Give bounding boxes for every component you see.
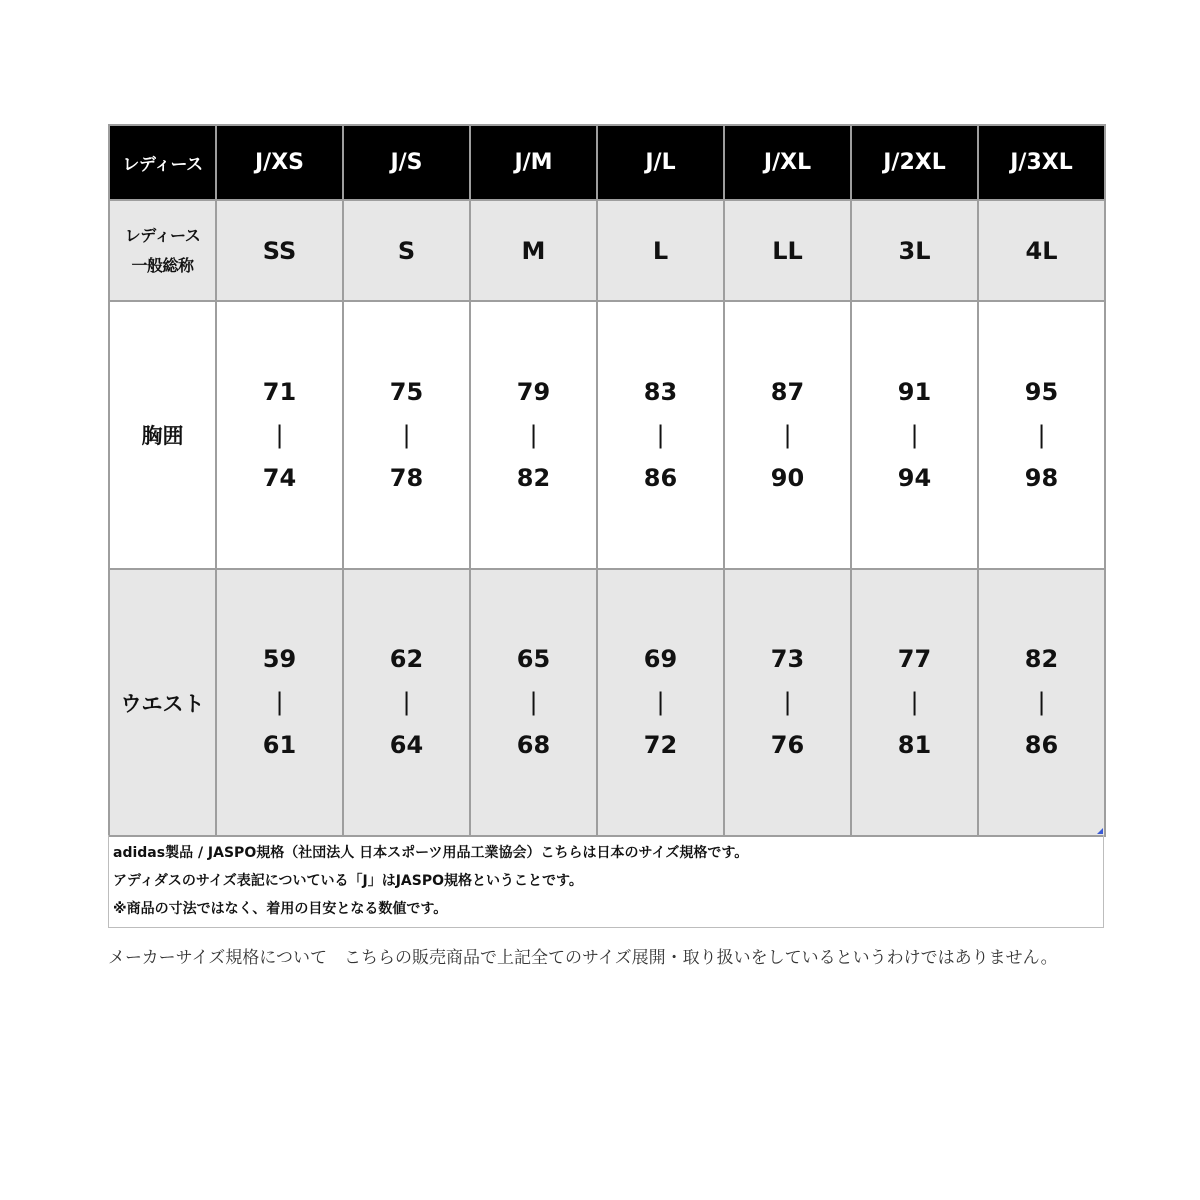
general-size-label-line1: レディース (124, 225, 201, 245)
range-min: 82 (1024, 645, 1059, 673)
range-separator: | (275, 688, 284, 716)
corner-marker (1097, 828, 1103, 834)
range-separator: | (656, 420, 665, 449)
range-separator: | (1037, 420, 1046, 449)
range-max: 68 (516, 731, 551, 759)
chest-row (109, 301, 1105, 569)
range-separator: | (1037, 688, 1046, 716)
chest-range-cell (470, 301, 597, 569)
header-size-j-xs: J/XS (216, 125, 343, 200)
chest-range-cell (978, 301, 1105, 569)
range-separator: | (910, 688, 919, 716)
chest-range-cell (343, 301, 470, 569)
general-size-ss: SS (216, 200, 343, 301)
general-size-4l: 4L (978, 200, 1105, 301)
range-min: 73 (770, 645, 805, 673)
general-size-3l: 3L (851, 200, 978, 301)
chest-range-cell (724, 301, 851, 569)
range-min: 87 (770, 377, 805, 406)
header-size-j-s: J/S (343, 125, 470, 200)
range-min: 95 (1024, 377, 1059, 406)
range-min: 91 (897, 377, 932, 406)
range-separator: | (275, 420, 284, 449)
range-min: 62 (389, 645, 424, 673)
header-size-j-l: J/L (597, 125, 724, 200)
range-max: 61 (262, 731, 297, 759)
general-size-s: S (343, 200, 470, 301)
range-separator: | (783, 420, 792, 449)
chest-range-cell (851, 301, 978, 569)
general-size-label (109, 200, 216, 301)
header-size-j-xl: J/XL (724, 125, 851, 200)
range-max: 90 (770, 463, 805, 492)
range-separator: | (529, 420, 538, 449)
range-max: 78 (389, 463, 424, 492)
range-min: 59 (262, 645, 297, 673)
waist-range-cell (724, 569, 851, 836)
chest-label: 胸囲 (109, 301, 216, 569)
range-min: 77 (897, 645, 932, 673)
waist-range-cell (978, 569, 1105, 836)
range-separator: | (402, 688, 411, 716)
general-size-ll: LL (724, 200, 851, 301)
waist-range-cell (343, 569, 470, 836)
range-min: 75 (389, 377, 424, 406)
waist-range-cell (216, 569, 343, 836)
range-max: 86 (1024, 731, 1059, 759)
size-availability-note: メーカーサイズ規格について こちらの販売商品で上記全てのサイズ展開・取り扱いをしているというわけではありません。 (108, 948, 1058, 968)
range-max: 86 (643, 463, 678, 492)
general-size-l: L (597, 200, 724, 301)
range-separator: | (529, 688, 538, 716)
range-max: 76 (770, 731, 805, 759)
waist-range-cell (851, 569, 978, 836)
chest-range-cell (216, 301, 343, 569)
general-size-label-line2: 一般総称 (131, 255, 194, 275)
size-notes-box (108, 835, 1104, 928)
range-min: 83 (643, 377, 678, 406)
range-max: 74 (262, 463, 297, 492)
range-min: 69 (643, 645, 678, 673)
range-separator: | (402, 420, 411, 449)
note-line-j-label: アディダスのサイズ表記についている「J」はJASPO規格ということです。 (113, 873, 583, 889)
header-row (109, 125, 1105, 200)
range-max: 64 (389, 731, 424, 759)
header-category-label: レディース (109, 125, 216, 200)
size-chart-table (108, 124, 1106, 837)
range-max: 94 (897, 463, 932, 492)
range-min: 79 (516, 377, 551, 406)
waist-range-cell (597, 569, 724, 836)
header-size-j-2xl: J/2XL (851, 125, 978, 200)
general-size-m: M (470, 200, 597, 301)
range-separator: | (910, 420, 919, 449)
waist-range-cell (470, 569, 597, 836)
range-separator: | (656, 688, 665, 716)
general-size-row (109, 200, 1105, 301)
header-size-j-3xl: J/3XL (978, 125, 1105, 200)
range-max: 98 (1024, 463, 1059, 492)
range-min: 65 (516, 645, 551, 673)
waist-row (109, 569, 1105, 836)
range-max: 72 (643, 731, 678, 759)
range-max: 81 (897, 731, 932, 759)
range-separator: | (783, 688, 792, 716)
note-line-jaspo: adidas製品 / JASPO規格（社団法人 日本スポーツ用品工業協会）こちらは日本のサイズ規格です。 (113, 845, 749, 861)
chest-range-cell (597, 301, 724, 569)
header-size-j-m: J/M (470, 125, 597, 200)
note-line-disclaimer: ※商品の寸法ではなく、着用の目安となる数値です。 (113, 901, 448, 917)
range-max: 82 (516, 463, 551, 492)
range-min: 71 (262, 377, 297, 406)
waist-label: ウエスト (109, 569, 216, 836)
